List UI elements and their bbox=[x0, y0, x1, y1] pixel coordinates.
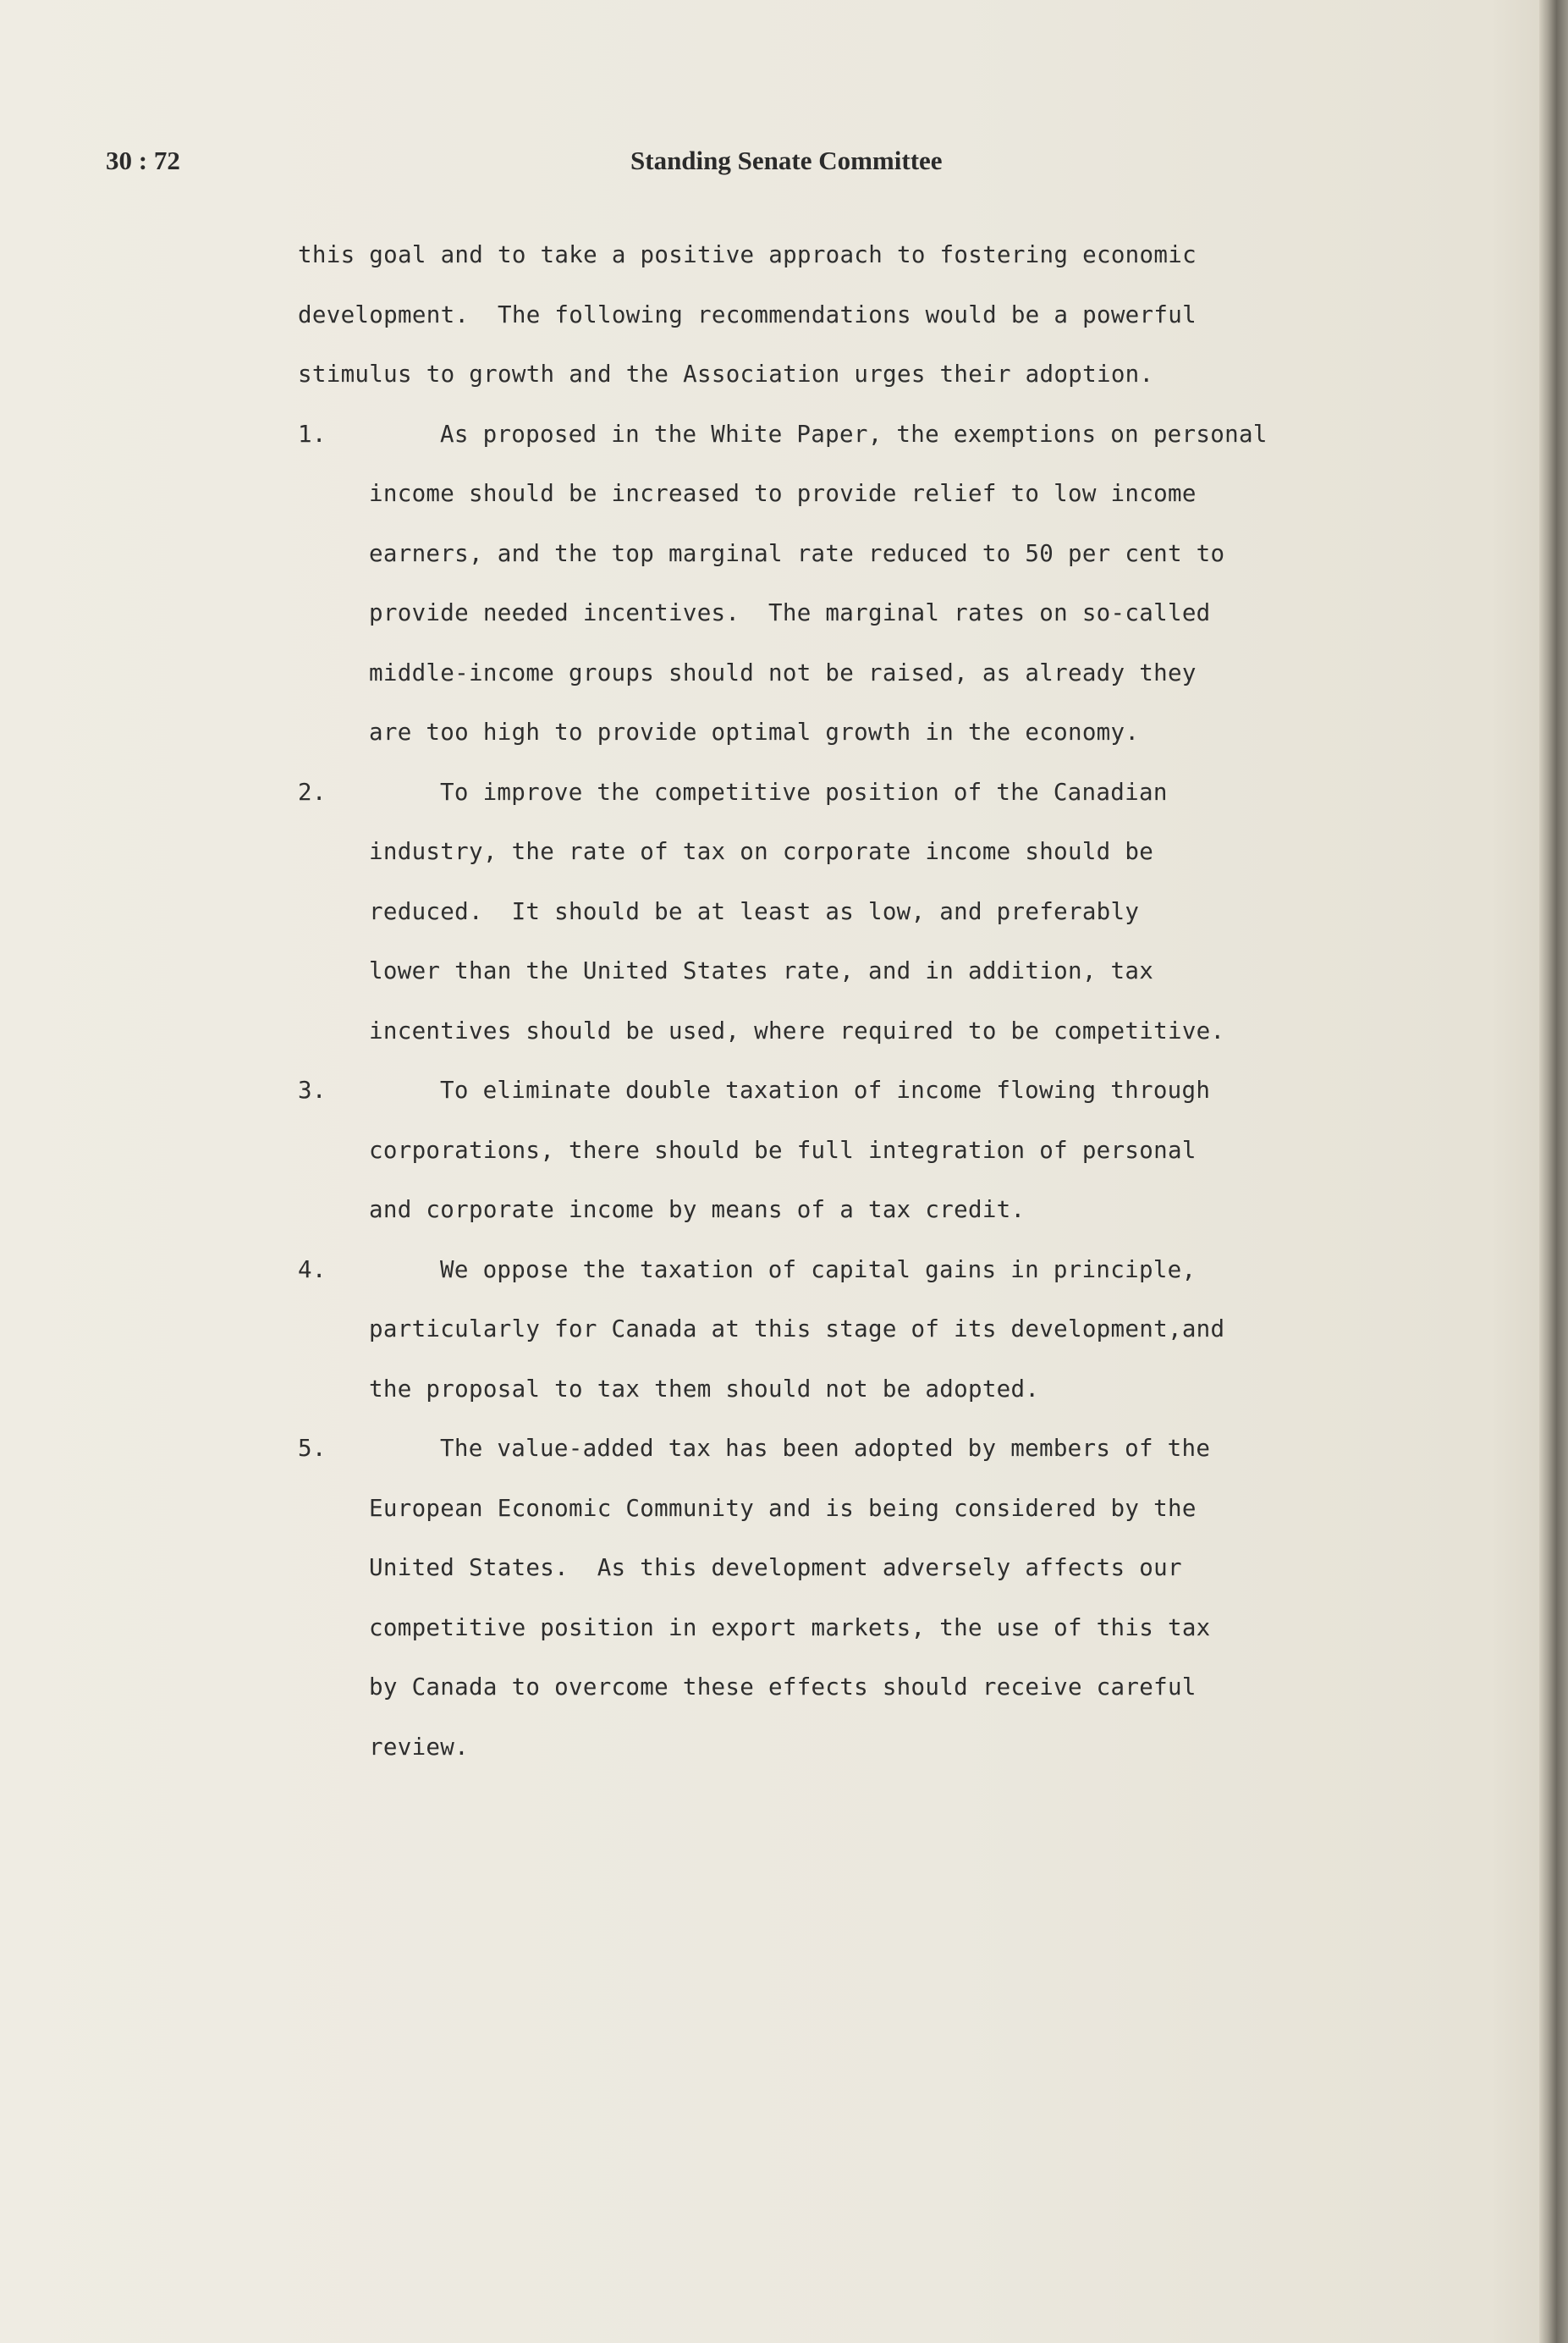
item-number: 2. bbox=[298, 778, 327, 806]
text-line: European Economic Community and is being considered by the bbox=[369, 1494, 1197, 1522]
recommendation-1 bbox=[298, 416, 1398, 775]
text-line: competitive position in export markets, the use of this tax bbox=[369, 1613, 1211, 1641]
book-spine-edge bbox=[1539, 0, 1568, 2343]
recommendation-2 bbox=[298, 775, 1398, 1073]
text-line: We oppose the taxation of capital gains in principle, bbox=[440, 1255, 1197, 1283]
page-header bbox=[106, 146, 1460, 196]
text-line: reduced. It should be at least as low, and preferably bbox=[369, 897, 1140, 925]
text-line: income should be increased to provide relief to low income bbox=[369, 480, 1197, 507]
text-line: development. The following recommendations would be a powerful bbox=[298, 300, 1197, 328]
item-number: 1. bbox=[298, 420, 327, 448]
text-line: United States. As this development adversely affects our bbox=[369, 1554, 1182, 1581]
text-line: The value-added tax has been adopted by members of the bbox=[440, 1435, 1211, 1462]
recommendation-5 bbox=[298, 1431, 1398, 1789]
text-line: and corporate income by means of a tax credit. bbox=[369, 1196, 1026, 1223]
text-line: the proposal to tax them should not be adopted. bbox=[369, 1375, 1040, 1403]
text-line: industry, the rate of tax on corporate income should be bbox=[369, 838, 1154, 865]
text-line: by Canada to overcome these effects should receive careful bbox=[369, 1673, 1197, 1701]
item-number: 5. bbox=[298, 1435, 327, 1462]
recommendation-3 bbox=[298, 1072, 1398, 1252]
text-line: particularly for Canada at this stage of its development,and bbox=[369, 1315, 1225, 1342]
text-line: To improve the competitive position of the Canadian bbox=[440, 778, 1168, 806]
item-number: 4. bbox=[298, 1255, 327, 1283]
text-line: middle-income groups should not be raised, as already they bbox=[369, 659, 1197, 686]
text-line: earners, and the top marginal rate reduced to 50 per cent to bbox=[369, 539, 1225, 567]
text-line: stimulus to growth and the Association urges their adoption. bbox=[298, 361, 1154, 388]
recommendation-4 bbox=[298, 1252, 1398, 1431]
text-line: As proposed in the White Paper, the exemptions on personal bbox=[440, 420, 1268, 448]
text-line: corporations, there should be full integration of personal bbox=[369, 1136, 1197, 1164]
text-line: are too high to provide optimal growth in the economy. bbox=[369, 719, 1140, 746]
text-line: lower than the United States rate, and in addition, tax bbox=[369, 957, 1154, 984]
page-number: 30 : 72 bbox=[106, 146, 180, 175]
text-line: this goal and to take a positive approach to fostering economic bbox=[298, 241, 1197, 268]
text-line: To eliminate double taxation of income flowing through bbox=[440, 1077, 1211, 1104]
text-line: provide needed incentives. The marginal rates on so-called bbox=[369, 599, 1211, 626]
text-line: incentives should be used, where required to be competitive. bbox=[369, 1017, 1225, 1045]
running-head: Standing Senate Committee bbox=[630, 146, 943, 175]
intro-paragraph bbox=[298, 237, 1398, 416]
text-line: review. bbox=[369, 1733, 469, 1761]
item-number: 3. bbox=[298, 1077, 327, 1104]
body-text bbox=[298, 237, 1398, 1789]
